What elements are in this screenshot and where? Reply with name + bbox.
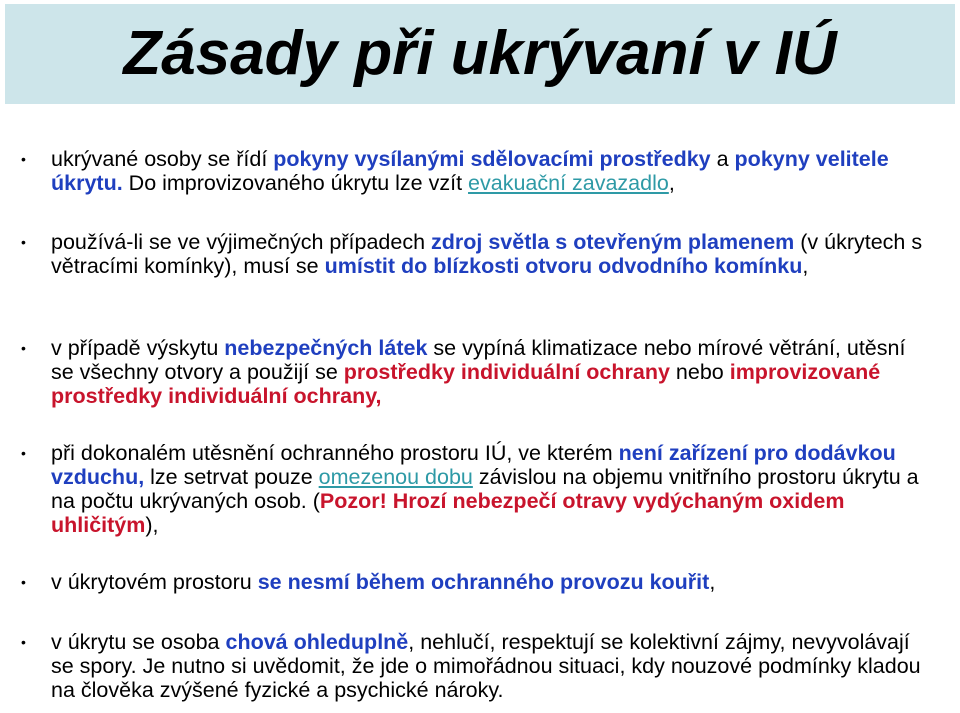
text-run: ), (145, 513, 159, 537)
text-run: , (668, 171, 675, 195)
bullet-text (51, 570, 715, 594)
bullet-item (21, 570, 931, 594)
highlight-blue: nebezpečných látek (224, 336, 428, 360)
bullet-marker: • (21, 151, 26, 167)
bullet-marker: • (21, 634, 26, 650)
highlight-blue: není zařízení pro dodávkou vzduchu, (51, 441, 896, 489)
highlight-teal: evakuační zavazadlo (468, 171, 669, 195)
highlight-red: prostředky individuální ochrany (343, 360, 670, 384)
text-run: Do improvizovaného úkrytu lze vzít (122, 171, 469, 195)
bullet-item (21, 441, 931, 537)
highlight-blue: se nesmí během ochranného provozu kouřit (257, 570, 710, 594)
text-run: (v úkrytech s větracími komínky), musí se (51, 230, 923, 278)
bullet-item (21, 336, 931, 408)
text-run: v případě výskytu (51, 336, 225, 360)
highlight-blue: zdroj světla s otevřeným plamenem (431, 230, 795, 254)
text-run: se vypíná klimatizace nebo mírové větrání, utěsní se všechny otvory a použijí se (51, 336, 906, 384)
highlight-teal: omezenou dobu (318, 465, 473, 489)
text-run: závislou na objemu vnitřního prostoru úkrytu a na počtu ukrývaných osob. ( (51, 465, 919, 513)
text-run: při dokonalém utěsnění ochranného prostoru IÚ, ve kterém (51, 441, 619, 465)
bullet-marker: • (21, 574, 26, 590)
bullet-item (21, 230, 931, 278)
bullet-text (51, 630, 921, 702)
highlight-red: improvizované prostředky individuální ochrany, (51, 360, 881, 408)
bullet-item (21, 630, 931, 702)
text-run: a (710, 147, 735, 171)
bullet-item (21, 147, 931, 195)
text-run: nebo (669, 360, 730, 384)
text-run: , (802, 254, 809, 278)
text-run: , (709, 570, 716, 594)
highlight-blue: umístit do blízkosti otvoru odvodního komínku (324, 254, 803, 278)
bullet-marker: • (21, 340, 26, 356)
text-run: v úkrytu se osoba (51, 630, 226, 654)
text-run: lze setrvat pouze (144, 465, 319, 489)
bullet-text (51, 147, 889, 195)
text-run: ukrývané osoby se řídí (51, 147, 274, 171)
bullet-text (51, 230, 922, 278)
bullet-text (51, 441, 919, 537)
bullet-text (51, 336, 905, 408)
highlight-blue: chová ohleduplně (225, 630, 409, 654)
bullet-marker: • (21, 234, 26, 250)
highlight-blue: pokyny vysílanými sdělovacími prostředky (273, 147, 711, 171)
highlight-blue: pokyny velitele úkrytu. (51, 147, 889, 195)
text-run: , nehlučí, respektují se kolektivní zájmy, nevyvolávají se spory. Je nutno si uvědomit, že jde o mimořádnou situaci, kdy nouzové podmínky kladou na člověka zvýšené fyzické a psychické nároky. (51, 630, 921, 702)
highlight-red: Hrozí nebezpečí otravy vydýchaným oxidem uhličitým (51, 489, 845, 537)
text-run: v úkrytovém prostoru (51, 570, 258, 594)
bullet-marker: • (21, 445, 26, 461)
slide-title: Zásady při ukrývaní v IÚ (123, 19, 837, 88)
highlight-red: Pozor! (319, 489, 387, 513)
text-run: používá-li se ve výjimečných případech (51, 230, 432, 254)
